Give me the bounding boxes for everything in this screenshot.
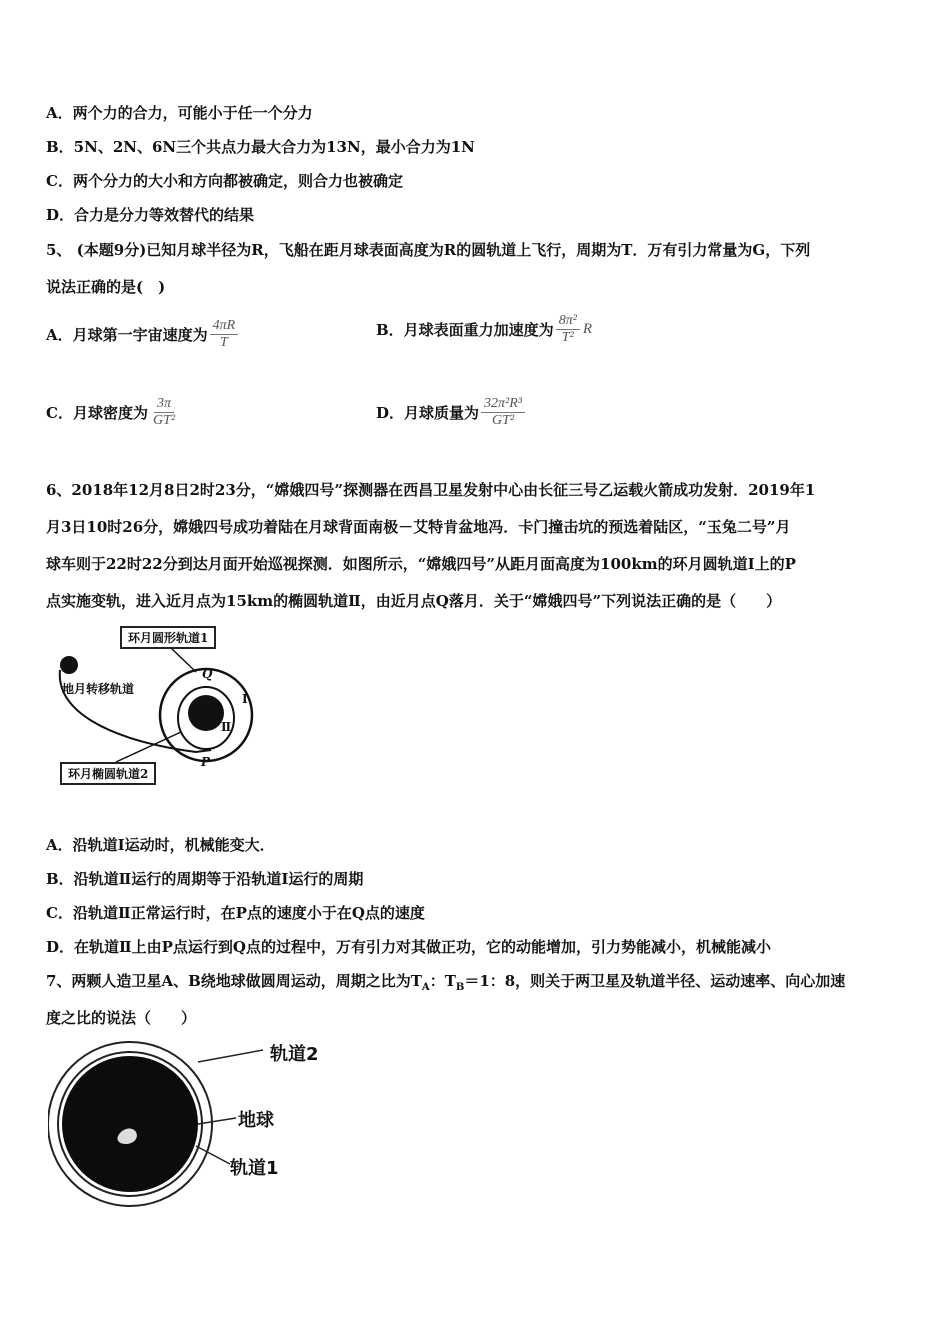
q6-stem-line2: 月3日10时26分，嫦娥四号成功着陆在月球背面南极－艾特肯盆地冯．卡门撞击坑的预选着陆区，“玉兔二号”月: [46, 518, 791, 536]
q5-option-a-formula: [210, 318, 239, 351]
q6-stem-line4: 点实施变轨，进入近月点为15km的椭圆轨道Ⅱ，由近月点Q落月．关于“嫦娥四号”下列说法正确的是（ ）: [46, 592, 782, 610]
earth-ball: [60, 656, 78, 674]
q5-option-d: [376, 396, 525, 429]
q5-option-d-numerator: 32π²R³: [481, 396, 525, 413]
q5-option-b-trailing: R: [582, 321, 593, 338]
label-transfer-orbit: 地月转移轨道: [62, 682, 135, 696]
q4-option-a: A．两个力的合力，可能小于任一个分力: [46, 104, 313, 122]
leader-earth: [198, 1118, 236, 1124]
label-orbit-1: 轨道1: [230, 1158, 279, 1179]
label-point-q: Q: [202, 667, 213, 681]
label-point-p: P: [201, 755, 211, 769]
moon: [188, 695, 224, 731]
q5-option-a: [46, 318, 238, 351]
q7-stem-pre: 7、两颗人造卫星A、B绕地球做圆周运动，周期之比为T: [46, 972, 422, 990]
q5-option-c-formula: [150, 396, 178, 429]
label-elliptical-orbit: 环月椭圆轨道2: [60, 762, 156, 785]
q7-sub-b: B: [455, 982, 465, 993]
q6-option-c: C．沿轨道Ⅱ正常运行时，在P点的速度小于在Q点的速度: [46, 904, 425, 922]
q7-stem-line1: [46, 970, 845, 993]
q7-stem-post: ＝1：8，则关于两卫星及轨道半径、运动速率、向心加速: [464, 972, 846, 990]
q7-sub-a: A: [421, 982, 430, 993]
q5-option-a-label: A．月球第一宇宙速度为: [46, 326, 208, 345]
q5-option-b: [376, 313, 592, 346]
q5-option-b-label: B．月球表面重力加速度为: [376, 321, 554, 340]
q6-option-a: A．沿轨道I运动时，机械能变大．: [46, 836, 275, 854]
q5-option-a-numerator: 4πR: [210, 318, 239, 335]
leader-line-circle: [171, 648, 196, 672]
q7-earth-figure: [48, 1036, 348, 1216]
q5-stem-line1: 5、 (本题9分)已知月球半径为R，飞船在距月球表面高度为R的圆轨道上飞行，周期为T．万有引力常量为G，下列: [46, 241, 811, 259]
q6-stem-line1: 6、2018年12月8日2时23分，“嫦娥四号”探测器在西昌卫星发射中心由长征三号乙运载火箭成功发射．2019年1: [46, 481, 816, 499]
label-earth: 地球: [238, 1110, 274, 1131]
q4-option-d: D．合力是分力等效替代的结果: [46, 206, 255, 224]
earth-disc: [62, 1056, 198, 1192]
q6-stem-line3: 球车则于22时22分到达月面开始巡视探测．如图所示，“嫦娥四号”从距月面高度为100km的环月圆轨道Ⅰ上的P: [46, 555, 796, 573]
q5-option-d-denominator: GT²: [491, 413, 515, 429]
q7-colon: ：T: [429, 972, 456, 990]
label-orbit-i: I: [242, 692, 248, 706]
q5-option-d-label: D．月球质量为: [376, 404, 480, 423]
q6-option-d: D．在轨道Ⅱ上由P点运行到Q点的过程中，万有引力对其做正功，它的动能增加，引力势能减小，机械能减小: [46, 938, 771, 956]
q5-option-b-numerator: 8π²: [556, 313, 580, 330]
q5-option-c: [46, 396, 178, 429]
q4-option-c: C．两个分力的大小和方向都被确定，则合力也被确定: [46, 172, 403, 190]
q5-stem-line2: 说法正确的是( ): [46, 278, 166, 296]
q5-option-a-denominator: T: [220, 335, 228, 351]
label-orbit-ii: Ⅱ: [221, 720, 232, 734]
q5-option-d-formula: [481, 396, 525, 429]
q5-option-b-denominator: T²: [561, 330, 574, 346]
leader-orbit-1: [196, 1146, 230, 1164]
label-circular-orbit: 环月圆形轨道1: [120, 626, 216, 649]
q7-stem-line2: 度之比的说法（ ）: [46, 1009, 197, 1027]
label-orbit-2: 轨道2: [270, 1044, 319, 1065]
leader-orbit-2: [198, 1050, 263, 1062]
q5-option-c-numerator: 3π: [154, 396, 174, 413]
q6-option-b: B．沿轨道Ⅱ运行的周期等于沿轨道I运行的周期: [46, 870, 364, 888]
q5-option-c-denominator: GT²: [152, 413, 176, 429]
q5-option-b-formula: [556, 313, 580, 346]
q6-orbit-figure: [46, 620, 266, 798]
q5-option-c-label: C．月球密度为: [46, 404, 148, 423]
q4-option-b: B．5N、2N、6N三个共点力最大合力为13N，最小合力为1N: [46, 138, 475, 156]
